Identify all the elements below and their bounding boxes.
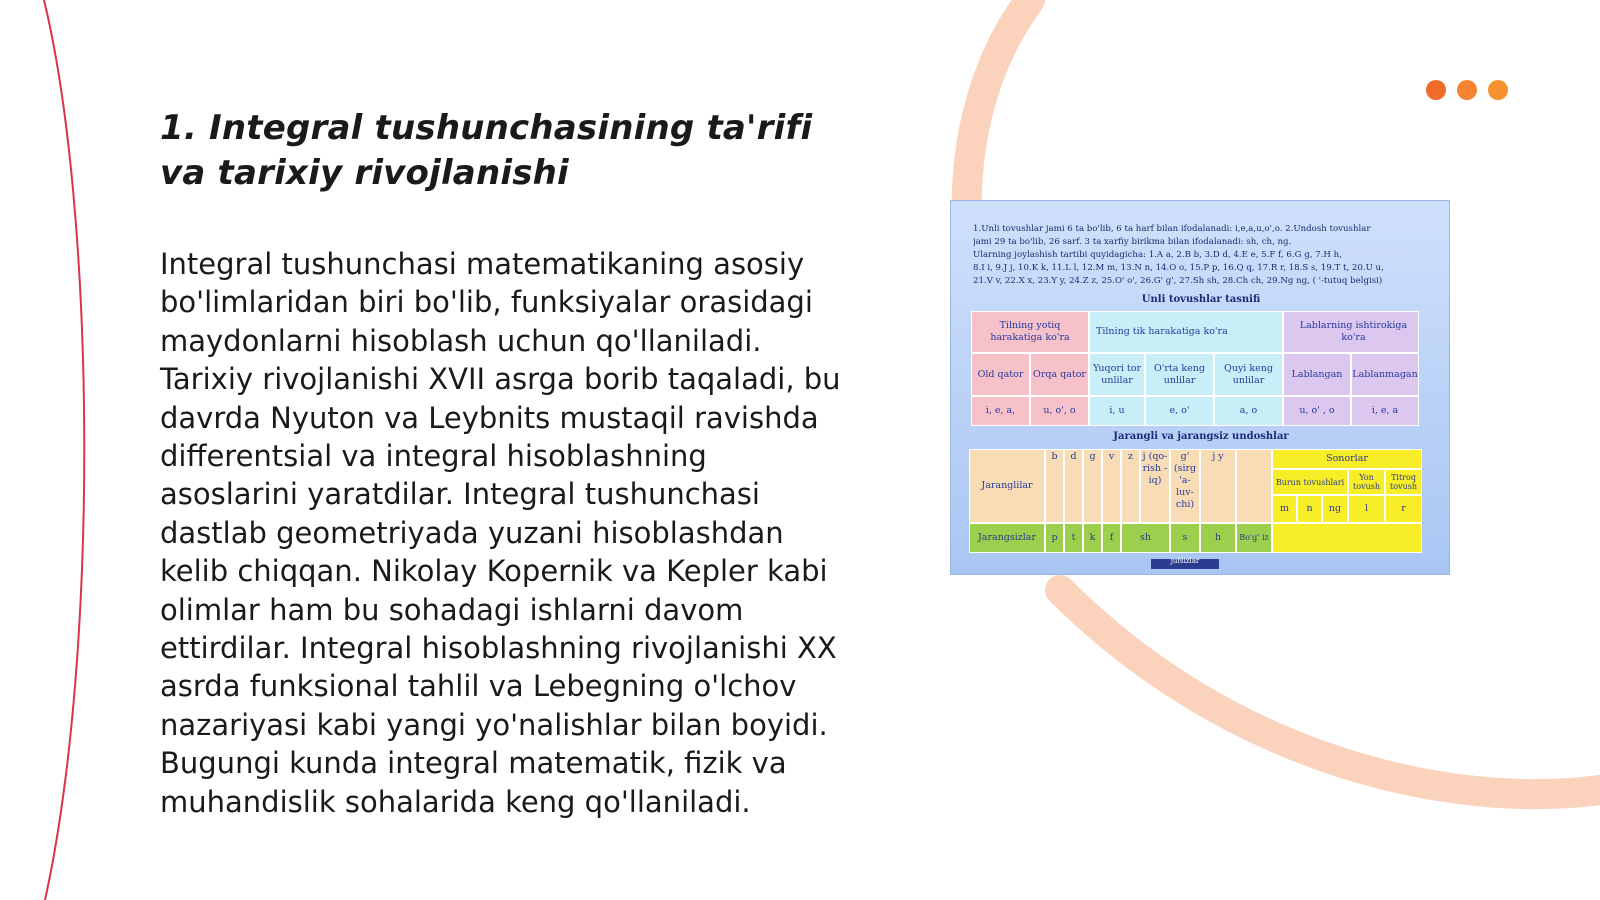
vowel-table-title: Unli tovushlar tasnifi [1141, 294, 1261, 305]
vowel-head: Quyi keng unlilar [1214, 353, 1283, 396]
voiceless-label: Jarangsizlar [969, 523, 1045, 553]
menu-dots-icon [1426, 80, 1508, 100]
voiced-letter: g [1083, 449, 1102, 523]
voiceless-letter: t [1064, 523, 1083, 553]
vowel-value: i, u [1089, 396, 1145, 426]
voiced-letter: v [1102, 449, 1121, 523]
voiceless-letter: f [1102, 523, 1121, 553]
bottom-label: jufsizlar [1170, 557, 1200, 565]
note-line: 8.I i, 9.J j, 10.K k, 11.L l, 12.M m, 13.N n, 14.O o, 15.P p, 16.Q q, 17.R r, 18.S s, 19.T t, 20.U u, [973, 263, 1384, 273]
group-tongue-forward: Tilning yotiq harakatiga ko'ra [971, 311, 1089, 353]
voiced-empty [1236, 449, 1272, 523]
vowel-value: u, o', o [1030, 396, 1089, 426]
voiced-letter: z [1121, 449, 1140, 523]
dot-1 [1426, 80, 1446, 100]
group-tongue-vertical: Tilning tik harakatiga ko'ra [1089, 311, 1283, 353]
voiced-letter: b [1045, 449, 1064, 523]
dot-2 [1457, 80, 1477, 100]
vowel-value: u, o' , o [1283, 396, 1351, 426]
vowel-head: Old qator [971, 353, 1030, 396]
note-line: Ularning joylashish tartibi quyidagicha: 1.A a, 2.B b, 3.D d, 4.E e, 5.F f, 6.G g, 7.H h, [973, 250, 1342, 260]
note-line: 21.V v, 22.X x, 23.Y y, 24.Z z, 25.O' o', 26.G' g', 27.Sh sh, 28.Ch ch, 29.Ng ng, ( '-tutuq belgisi) [973, 276, 1383, 286]
sonor-value: r [1385, 495, 1422, 523]
group-lips: Lablarning ishtirokiga ko'ra [1283, 311, 1419, 353]
sonor-value: l [1348, 495, 1385, 523]
voiced-letter: d [1064, 449, 1083, 523]
sonor-value: ng [1322, 495, 1348, 523]
slide-title: 1. Integral tushunchasining ta'rifi va tarixiy rivojlanishi [160, 108, 813, 193]
phonetics-table-image [950, 200, 1450, 575]
note-line: jami 29 ta bo'lib, 26 sarf. 3 ta xarfiy birikma bilan ifodalanadi: sh, ch, ng. [973, 237, 1292, 247]
vowel-value: i, e, a, [971, 396, 1030, 426]
sonor-head: Burun tovushlari [1272, 469, 1348, 495]
vowel-value: a, o [1214, 396, 1283, 426]
vowel-head: Orqa qator [1030, 353, 1089, 396]
sonor-empty [1272, 523, 1422, 553]
figure-notes [973, 223, 1433, 288]
consonant-table-title: Jarangli va jarangsiz undoshlar [1113, 431, 1289, 442]
note-line: 1.Unli tovushlar jami 6 ta bo'lib, 6 ta harf bilan ifodalanadi: i,e,a,u,o',o. 2.Undosh tovushlar [973, 224, 1371, 234]
voiceless-letter: s [1170, 523, 1200, 553]
voiceless-letter: sh [1121, 523, 1170, 553]
ring-arc-lower [1060, 590, 1600, 794]
sonor-value: n [1297, 495, 1322, 523]
sonor-value: m [1272, 495, 1297, 523]
vowel-value: i, e, a [1351, 396, 1419, 426]
vowel-head: Yuqori tor unlilar [1089, 353, 1145, 396]
left-curve-line [44, 0, 84, 900]
voiceless-letter: h [1200, 523, 1236, 553]
voiced-letter: j (qo-rish -iq) [1140, 449, 1170, 523]
voiced-letter: g' (sirg 'a-luv-chi) [1170, 449, 1200, 523]
sonor-head: Titroq tovush [1385, 469, 1422, 495]
voiceless-letter: p [1045, 523, 1064, 553]
vowel-head: Lablanmagan [1351, 353, 1419, 396]
voiceless-letter: Bo'g' iz [1236, 523, 1272, 553]
voiced-letter: j y [1200, 449, 1236, 523]
slide-body-text: Integral tushunchasi matematikaning asosiy bo'limlaridan biri bo'lib, funksiyalar orasidagi maydonlarni hisoblash uchun qo'llaniladi. Tarixiy rivojlanishi XVII asrga borib taqaladi, bu davrda Nyuton va Leybnits mustaqil ravishda differentsial va integral hisoblashning asoslarini yaratdilar. Integral tushunchasi dastlab geometriyada yuzani hisoblashdan kelib chiqqan. Nikolay Kopernik va Kepler kabi olimlar ham bu sohadagi ishlarni davom ettirdilar. Integral hisoblashning rivojlanishi XX asrda funksional tahlil va Lebegning o'lchov nazariyasi kabi yangi yo'nalishlar bilan boyidi. Bugungi kunda integral matematik, fizik va muhandislik sohalarida keng qo'llaniladi. [160, 247, 841, 819]
vowel-head: O'rta keng unlilar [1145, 353, 1214, 396]
vowel-head: Lablangan [1283, 353, 1351, 396]
sonor-title: Sonorlar [1272, 449, 1422, 469]
voiced-label: Jaranglilar [969, 449, 1045, 523]
dot-3 [1488, 80, 1508, 100]
vowel-value: e, o' [1145, 396, 1214, 426]
sonor-head: Yon tovush [1348, 469, 1385, 495]
voiceless-letter: k [1083, 523, 1102, 553]
